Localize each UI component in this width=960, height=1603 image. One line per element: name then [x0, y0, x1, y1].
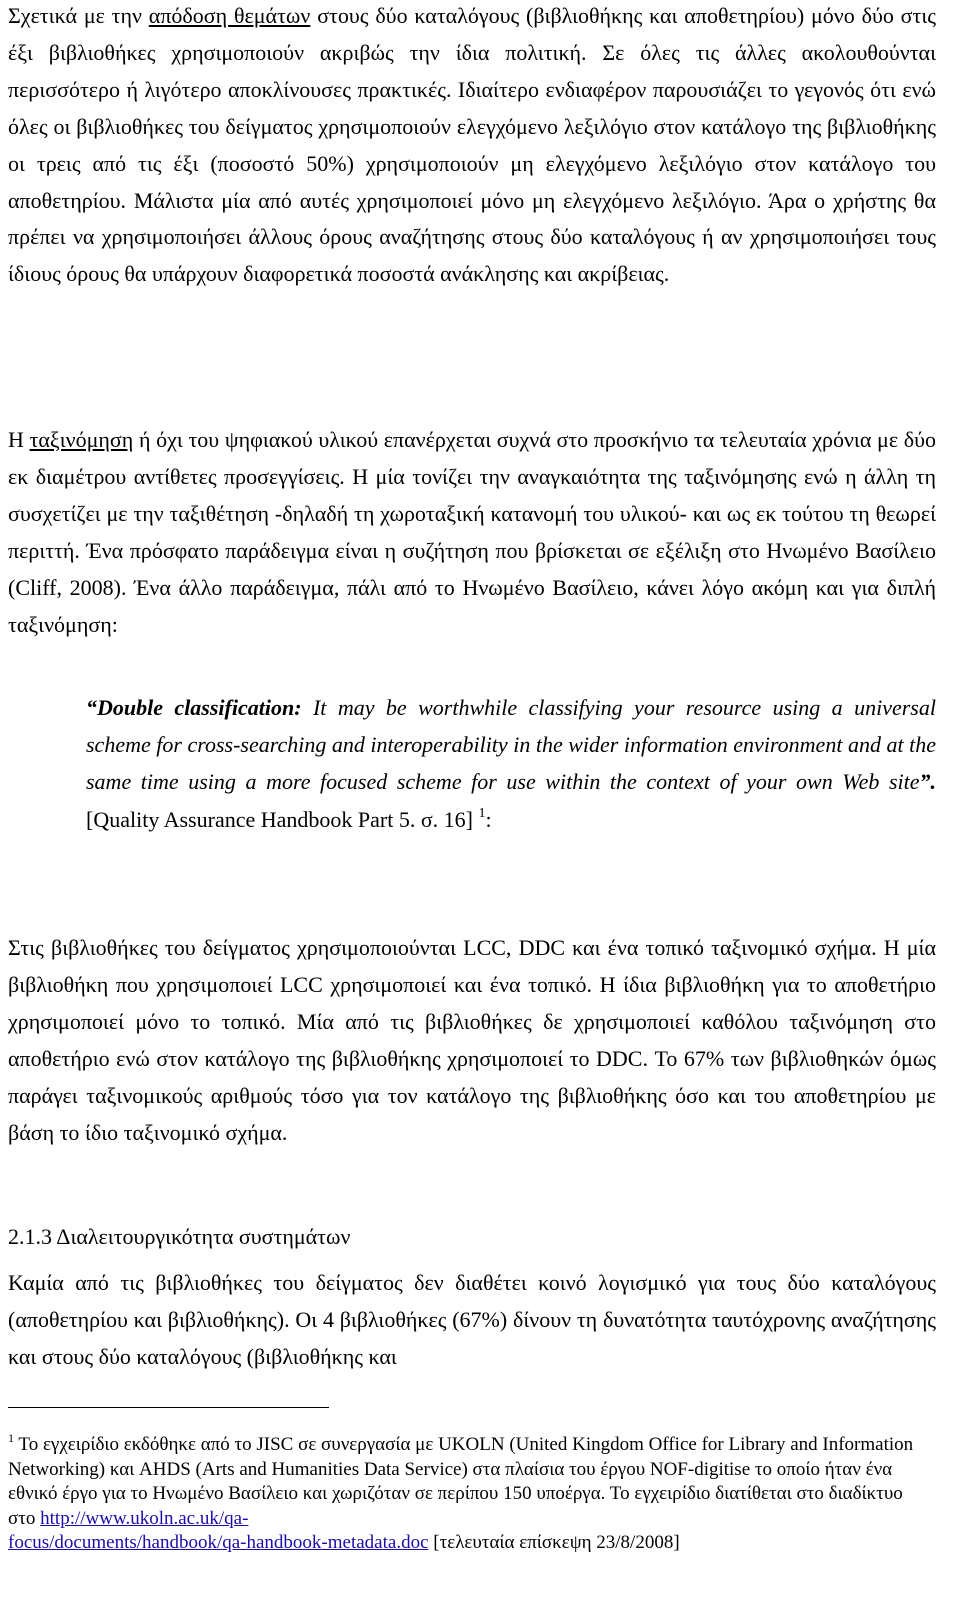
section-title: Διαλειτουργικότητα συστημάτων	[56, 1224, 351, 1249]
paragraph-classification-schemes: Στις βιβλιοθήκες του δείγματος χρησιμοποιούνται LCC, DDC και ένα τοπικό ταξινομικό σχήμα. Η μία βιβλιοθήκη που χρησιμοποιεί LCC χρησιμοποιεί και ένα τοπικό. Η ίδια βιβλιοθήκη για το αποθετήριο χρησιμοποιεί μόνο το τοπικό. Μία από τις βιβλιοθήκες δε χρησιμοποιεί καθόλου ταξινόμηση στο αποθετήριο ενώ στον κατάλογο της βιβλιοθήκης χρησιμοποιεί το DDC. Το 67% των βιβλιοθηκών όμως παράγει ταξινομικούς αριθμούς τόσο για τον κατάλογο της βιβλιοθήκης όσο και του αποθετηρίου με βάση το ίδιο ταξινομικό σχήμα.	[8, 935, 936, 1145]
quote-lead: Double classification:	[97, 695, 302, 720]
paragraph-classification: Η ταξινόμηση ή όχι του ψηφιακού υλικού επανέρχεται συχνά στο προσκήνιο τα τελευταία χρόνια με δύο εκ διαμέτρου αντίθετες προσεγγίσεις. Η μία τονίζει την αναγκαιότητα της ταξινόμησης ενώ η άλλη τη συσχετίζει με την ταξιθέτηση -δηλαδή τη χωροταξική κατανομή του υλικού- και ως εκ τούτου τη θεωρεί περιττή. Ένα πρόσφατο παράδειγμα είναι η συζήτηση που βρίσκεται σε εξέλιξη στο Ηνωμένο Βασίλειο (Cliff, 2008). Ένα άλλο παράδειγμα, πάλι από το Ηνωμένο Βασίλειο, κάνει λόγο ακόμη και για διπλή ταξινόμηση:	[8, 427, 936, 637]
section-heading	[8, 1219, 350, 1255]
footnote-separator	[8, 1407, 329, 1408]
term-subject-assignment: απόδοση θεμάτων	[148, 3, 311, 28]
paragraph-interoperability: Καμία από τις βιβλιοθήκες του δείγματος δεν διαθέτει κοινό λογισμικό για τους δύο καταλόγους (αποθετηρίου και βιβλιοθήκης). Οι 4 βιβλιοθήκες (67%) δίνουν τη δυνατότητα ταυτόχρονης αναζήτησης και στους δύο καταλόγους (βιβλιοθήκης και	[8, 1270, 936, 1369]
section-number: 2.1.3	[8, 1224, 52, 1249]
footnote-link[interactable]: http://www.ukoln.ac.uk/qa- focus/documents/handbook/qa-handbook-metadata.doc	[8, 1507, 429, 1554]
term-classification: ταξινόμηση	[29, 427, 134, 452]
footnote-reference[interactable]: 1	[478, 805, 486, 821]
footnote-number: 1	[8, 1431, 14, 1445]
quote-citation: [Quality Assurance Handbook Part 5. σ. 16]	[86, 806, 479, 832]
block-quote: “Double classification: It may be worthwhile classifying your resource using a universal scheme for cross-searching and interoperability in the wider information environment and at the same time using a more focused scheme for use within the context of your own Web site”. [Quality Assurance Handbook Part 5. σ. 16] $^1$:	[86, 695, 936, 832]
footnote: $^1$ Το εγχειρίδιο εκδόθηκε από το JISC σε συνεργασία με UKOLN (United Kingdom Office for Library and Information Networking) και AHDS (Arts and Humanities Data Service) στα πλαίσια του έργου NOF-digitise το οποίο ήταν ένα εθνικό έργο για το Ηνωμένο Βασίλειο και χωριζόταν σε περίπου 150 υποέργα. Το εγχειρίδιο διατίθεται στο διαδίκτυο στο http://www.ukoln.ac.uk/qa- focus/documents/handbook/qa-handbook-metadata.doc [τελευταία επίσκεψη 23/8/2008]	[8, 1431, 914, 1554]
paragraph-subject-headings: Σχετικά με την απόδοση θεμάτων στους δύο καταλόγους (βιβλιοθήκης και αποθετηρίου) μόνο δύο στις έξι βιβλιοθήκες χρησιμοποιούν ακριβώς την ίδια πολιτική. Σε όλες τις άλλες ακολουθούνται περισσότερο ή λιγότερο αποκλίνουσες πρακτικές. Ιδιαίτερο ενδιαφέρον παρουσιάζει το γεγονός ότι ενώ όλες οι βιβλιοθήκες του δείγματος χρησιμοποιούν ελεγχόμενο λεξιλόγιο στον κατάλογο της βιβλιοθήκης οι τρεις από τις έξι (ποσοστό 50%) χρησιμοποιούν μη ελεγχόμενο λεξιλόγιο στον κατάλογο του αποθετηρίου. Μάλιστα μία από αυτές χρησιμοποιεί μόνο μη ελεγχόμενο λεξιλόγιο. Άρα ο χρήστης θα πρέπει να χρησιμοποιήσει άλλους όρους αναζήτησης στους δύο καταλόγους ή αν χρησιμοποιήσει τους ίδιους όρους θα υπάρχουν διαφορετικά ποσοστά ανάκλησης και ακρίβειας.	[8, 3, 936, 287]
